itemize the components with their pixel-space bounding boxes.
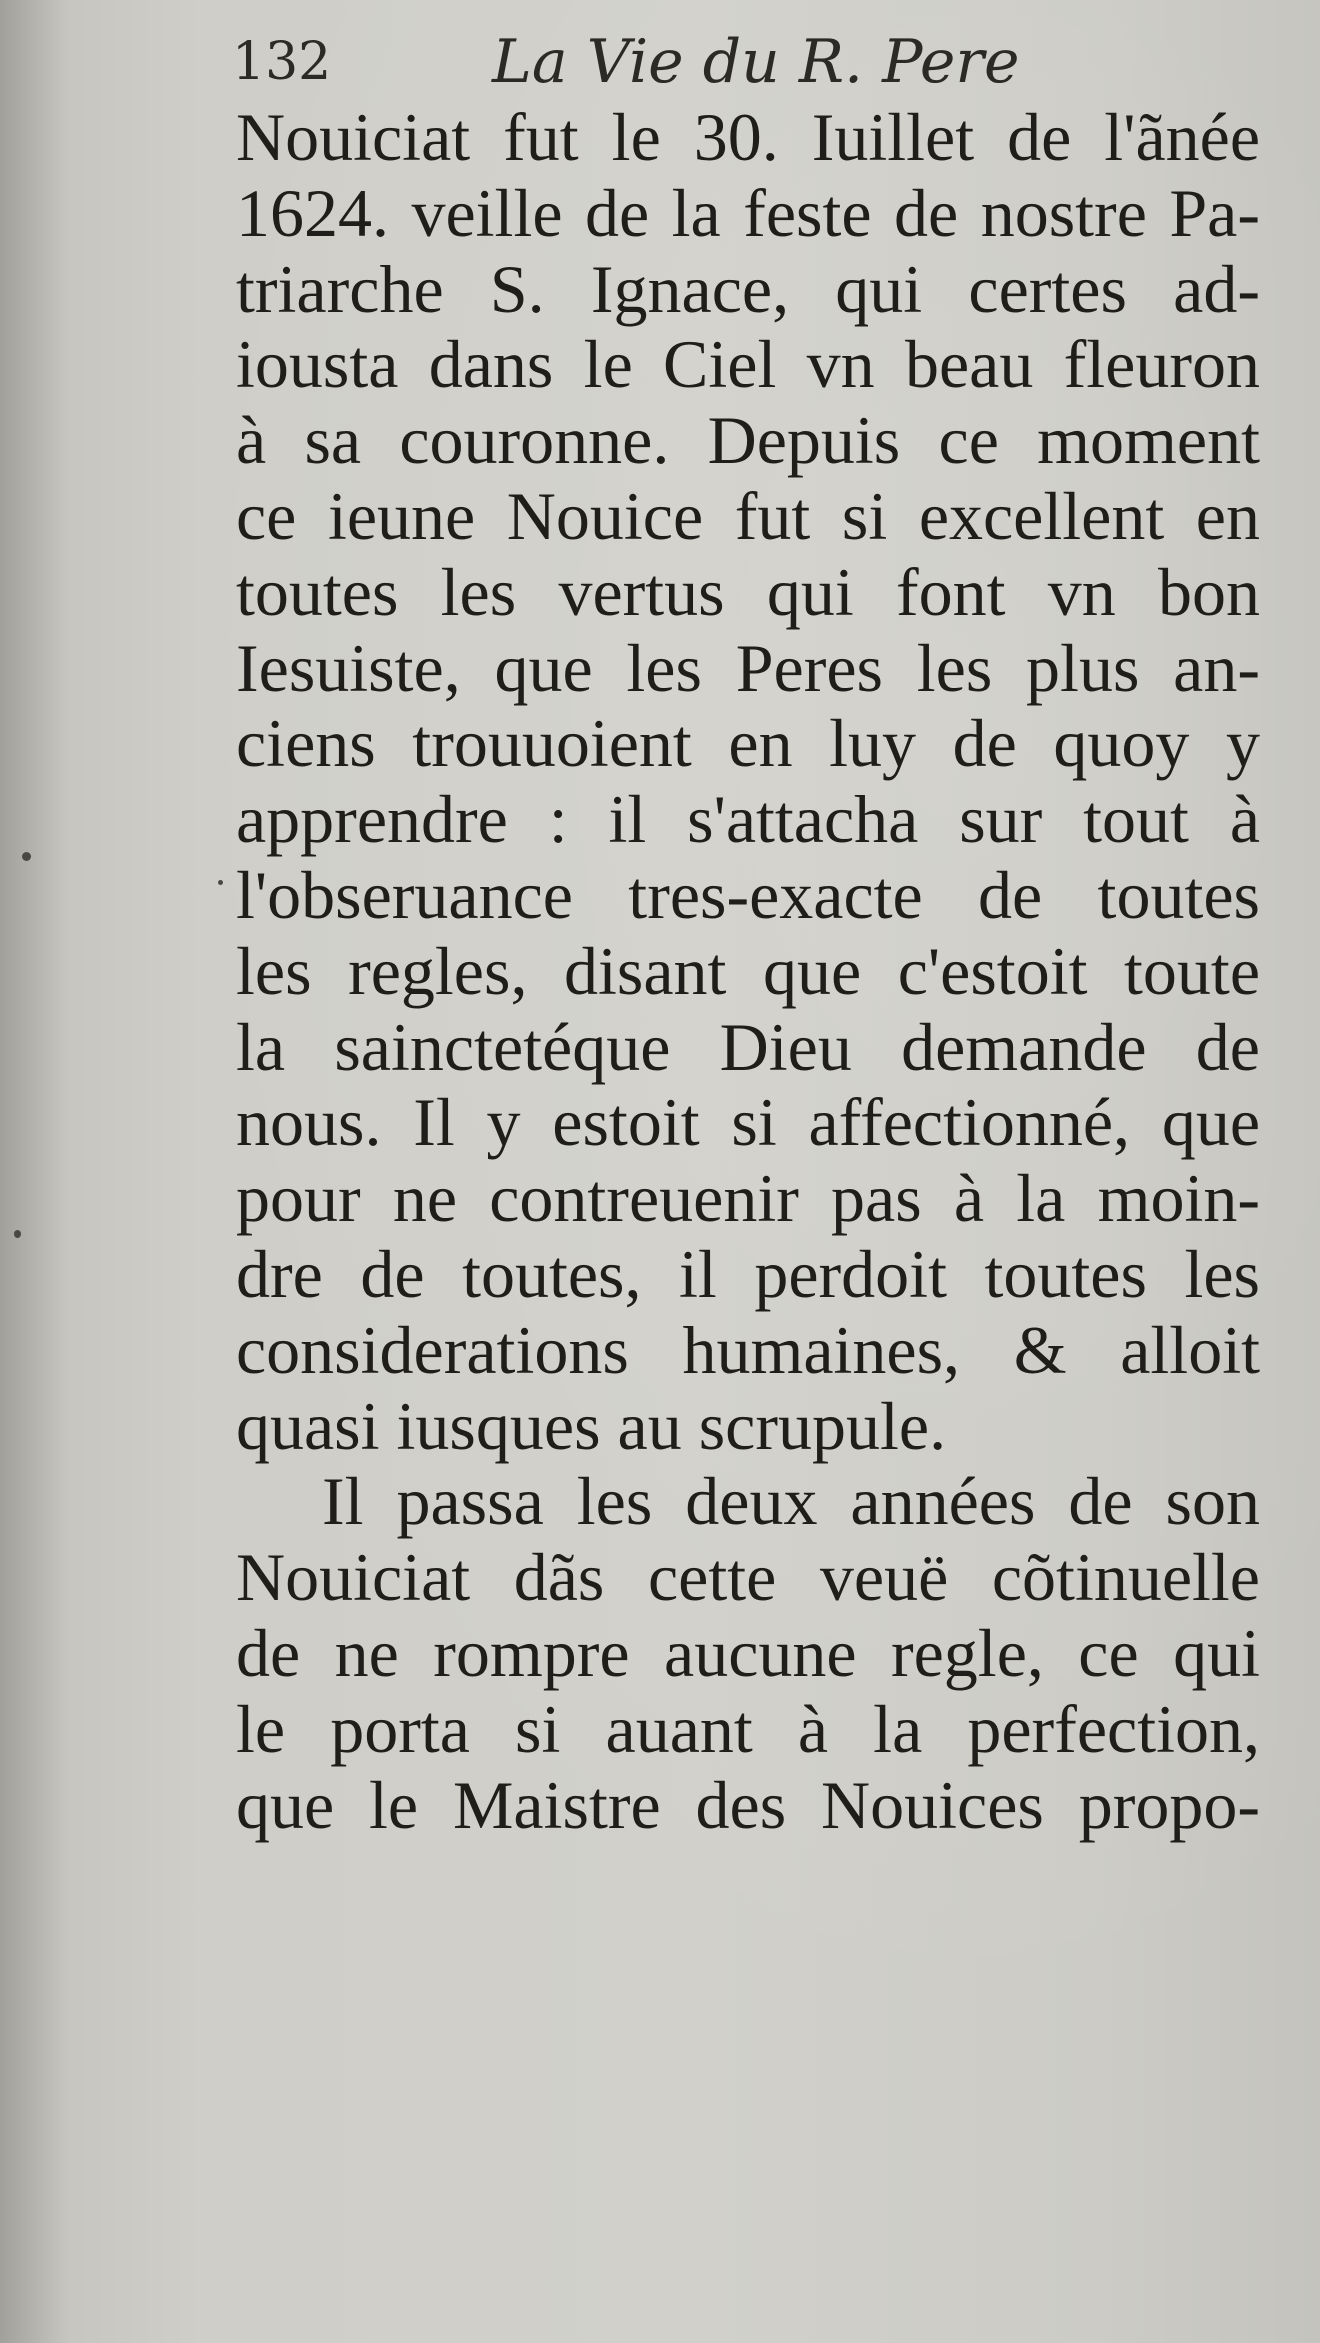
text-line: 1624. veille de la feste de nostre Pa- — [236, 174, 1260, 251]
text-line: nous. Il y estoit si affectionné, que — [236, 1084, 1260, 1161]
text-line: Il passa les deux années de son — [322, 1463, 1260, 1540]
text-line: Nouiciat fut le 30. Iuillet de l'ãnée — [236, 99, 1260, 175]
paper-speck — [14, 1230, 21, 1238]
text-line: le porta si auant à la perfection, — [236, 1690, 1260, 1767]
text-line: que le Maistre des Nouices propo- — [236, 1766, 1260, 1843]
text-line: Nouiciat dãs cette veuë cõtinuelle — [236, 1539, 1260, 1616]
text-line: Iesuiste, que les Peres les plus an- — [236, 629, 1260, 706]
text-line: pour ne contreuenir pas à la moin- — [236, 1160, 1260, 1237]
gutter-shadow — [0, 0, 70, 2343]
text-line: toutes les vertus qui font vn bon — [236, 553, 1260, 630]
text-line: apprendre : il s'attacha sur tout à — [236, 781, 1260, 858]
running-head — [232, 22, 1252, 102]
text-line: considerations humaines, & alloit — [236, 1311, 1260, 1388]
text-line: quasi iusques au scrupule. — [236, 1387, 947, 1464]
text-line: l'obseruance tres-exacte de toutes — [236, 856, 1260, 933]
body-text — [236, 100, 1260, 1843]
text-line: iousta dans le Ciel vn beau fleuron — [236, 326, 1260, 403]
text-line: triarche S. Ignace, qui certes ad- — [236, 250, 1260, 327]
text-line: à sa couronne. Depuis ce moment — [236, 402, 1260, 479]
text-line: les regles, disant que c'estoit toute — [236, 932, 1260, 1009]
text-line: ce ieune Nouice fut si excellent en — [236, 477, 1260, 554]
running-title: La Vie du R. Pere — [492, 27, 1020, 97]
text-line: dre de toutes, il perdoit toutes les — [236, 1235, 1260, 1312]
paper-speck — [22, 852, 31, 861]
text-line: de ne rompre aucune regle, ce qui — [236, 1614, 1260, 1691]
paper-speck — [218, 880, 223, 885]
page-number: 132 — [232, 32, 332, 92]
text-line: la sainctetéque Dieu demande de — [236, 1008, 1260, 1085]
text-line: ciens trouuoient en luy de quoy y — [236, 705, 1260, 782]
